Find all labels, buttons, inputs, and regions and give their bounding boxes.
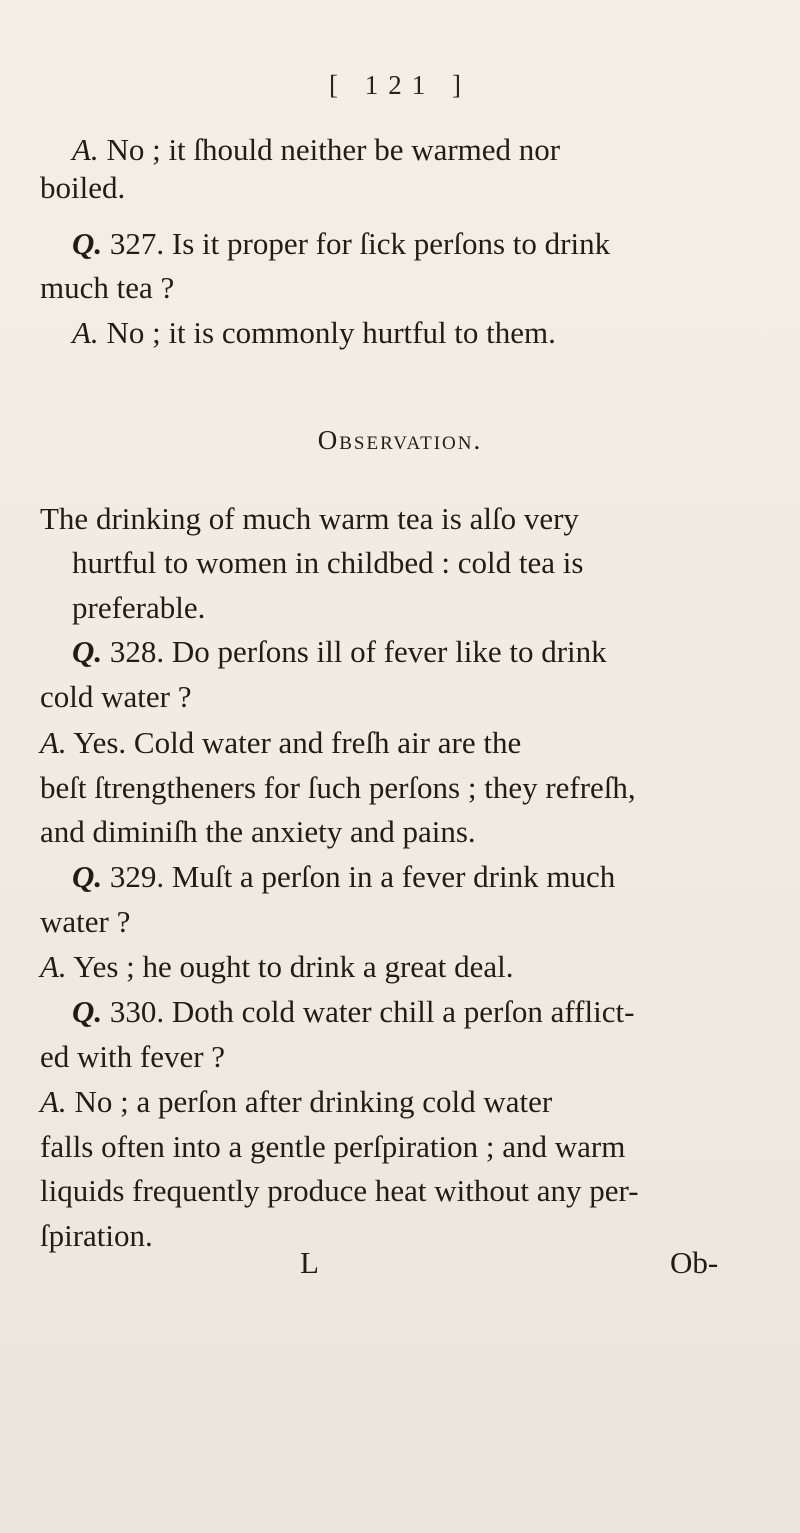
line-text: Yes. Cold water and freſh air are the [66, 725, 522, 760]
text-line [72, 224, 610, 264]
signature-mark: L [300, 1245, 319, 1280]
line-text: 328. Do perſons ill of fever like to drink [102, 634, 607, 669]
text-line [40, 768, 636, 808]
answer-marker: A. [72, 132, 99, 167]
catchword: Ob- [670, 1245, 719, 1280]
line-text: much tea ? [40, 270, 175, 305]
answer-marker: A. [40, 725, 67, 760]
text-line [40, 1037, 225, 1077]
page-number: [ 121 ] [329, 70, 471, 100]
line-text: ed with fever ? [40, 1039, 226, 1074]
text-line [40, 268, 174, 308]
answer-marker: A. [72, 315, 99, 350]
text-line [72, 632, 607, 672]
line-text: liquids frequently produce heat without any per- [40, 1173, 639, 1208]
text-line [72, 313, 556, 353]
text-line [72, 130, 560, 170]
line-text: falls often into a gentle perſpiration ; and warm [40, 1129, 626, 1164]
line-text: 329. Muſt a perſon in a fever drink much [102, 859, 616, 894]
line-text: The drinking of much warm tea is alſo very [40, 501, 579, 536]
line-text: 330. Doth cold water chill a perſon afflict- [102, 994, 635, 1029]
answer-marker: A. [40, 949, 67, 984]
line-text: ſpiration. [40, 1218, 153, 1253]
line-text: hurtful to women in childbed : cold tea is [72, 545, 584, 580]
question-marker: Q. [72, 634, 103, 669]
text-line [40, 1082, 552, 1122]
line-text: Yes ; he ought to drink a great deal. [66, 949, 514, 984]
line-text: beſt ſtrengtheners for ſuch perſons ; they refreſh, [40, 770, 636, 805]
line-text: No ; it is commonly hurtful to them. [98, 315, 556, 350]
line-text: preferable. [72, 590, 206, 625]
line-text: water ? [40, 904, 131, 939]
text-line [40, 902, 130, 942]
observation-line [40, 499, 579, 539]
text-line [72, 992, 634, 1032]
text-line [72, 857, 615, 897]
line-text: 327. Is it proper for ſick perſons to drink [102, 226, 611, 261]
text-line [40, 677, 191, 717]
text-line [40, 1171, 639, 1211]
answer-marker: A. [40, 1084, 67, 1119]
text-line [40, 1216, 153, 1256]
line-text: cold water ? [40, 679, 192, 714]
text-line [40, 947, 514, 987]
text-line [40, 812, 476, 852]
observation-line [72, 588, 205, 628]
text-line [40, 168, 125, 208]
line-text: boiled. [40, 170, 126, 205]
line-text: No ; it ſhould neither be warmed nor [98, 132, 561, 167]
text-line [40, 1127, 625, 1167]
question-marker: Q. [72, 226, 103, 261]
line-text: and diminiſh the anxiety and pains. [40, 814, 476, 849]
observation-heading: Observation. [317, 425, 483, 455]
question-marker: Q. [72, 994, 103, 1029]
observation-line [72, 543, 583, 583]
question-marker: Q. [72, 859, 103, 894]
text-line [40, 723, 521, 763]
line-text: No ; a perſon after drinking cold water [66, 1084, 553, 1119]
